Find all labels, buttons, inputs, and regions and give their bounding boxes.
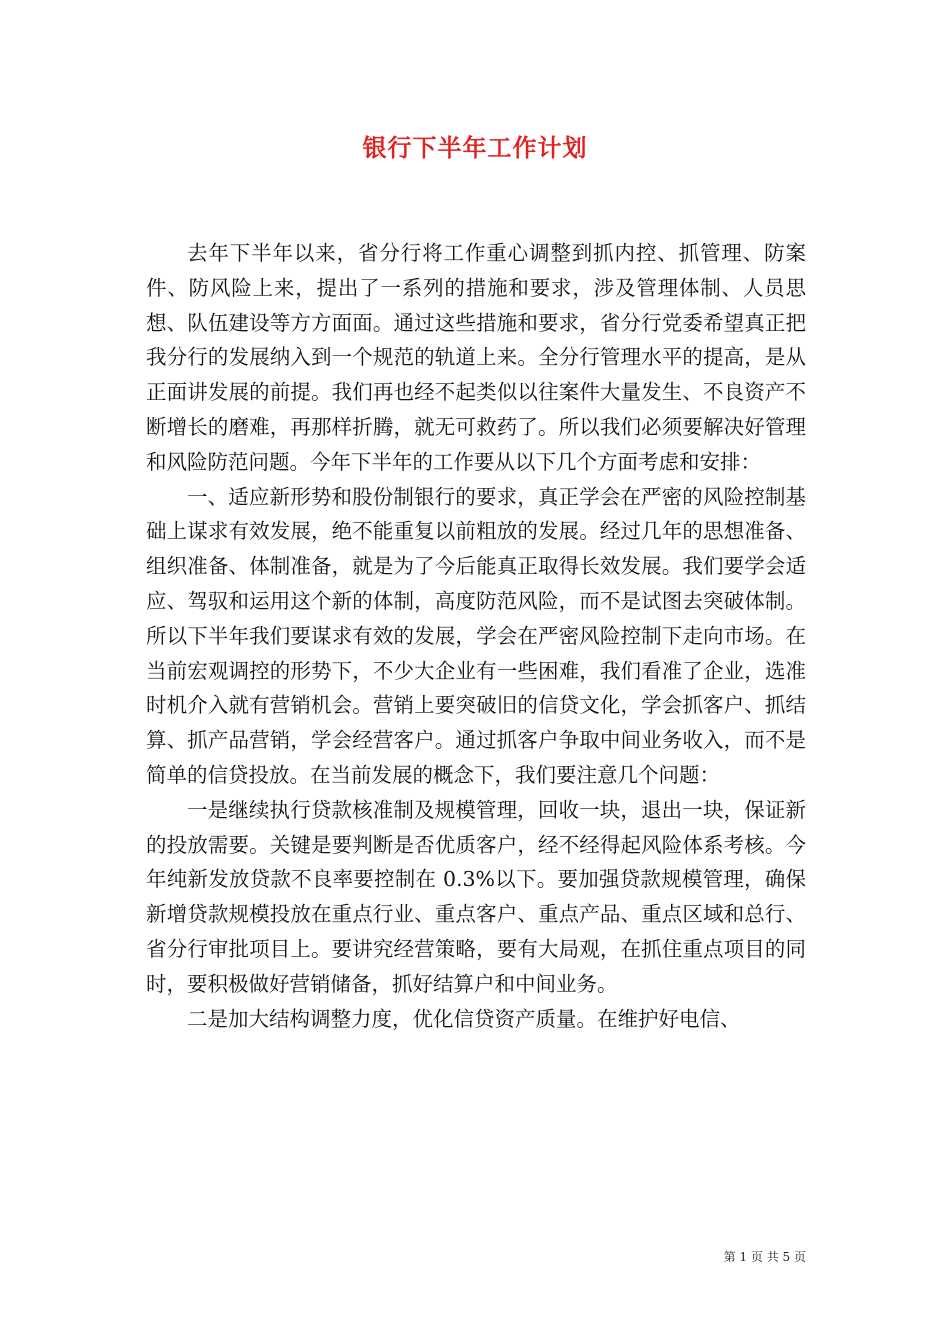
document-body [146,236,806,1036]
document-title: 银行下半年工作计划 [362,133,588,162]
page-number: 第 1 页 共 5 页 [723,1250,806,1264]
paragraph-intro: 去年下半年以来，省分行将工作重心调整到抓内控、抓管理、防案件、防风险上来，提出了一系列的措施和要求，涉及管理体制、人员思想、队伍建设等方方面面。通过这些措施和要求，省分行党委希望真正把我分行的发展纳入到一个规范的轨道上来。全分行管理水平的提高，是从正面讲发展的前提。我们再也经不起类似以往案件大量发生、不良资产不断增长的磨难，再那样折腾，就无可救药了。所以我们必须要解决好管理和风险防范问题。今年下半年的工作要从以下几个方面考虑和安排： [146,241,806,474]
paragraph-section-one: 一、适应新形势和股份制银行的要求，真正学会在严密的风险控制基础上谋求有效发展，绝不能重复以前粗放的发展。经过几年的思想准备、组织准备、体制准备，就是为了今后能真正取得长效发展。我们要学会适应、驾驭和运用这个新的体制，高度防范风险，而不是试图去突破体制。所以下半年我们要谋求有效的发展，学会在严密风险控制下走向市场。在当前宏观调控的形势下，不少大企业有一些困难，我们看准了企业，选准时机介入就有营销机会。营销上要突破旧的信贷文化，学会抓客户、抓结算、抓产品营销，学会经营客户。通过抓客户争取中间业务收入，而不是简单的信贷投放。在当前发展的概念下，我们要注意几个问题： [146,484,806,787]
paragraph-point-two: 二是加大结构调整力度，优化信贷资产质量。在维护好电信、 [187,1006,741,1031]
paragraph-point-one: 一是继续执行贷款核准制及规模管理，回收一块，退出一块，保证新的投放需要。关键是要判断是否优质客户，经不经得起风险体系考核。今年纯新发放贷款不良率要控制在 0.3%以下。要加强贷款规模管理，确保新增贷款规模投放在重点行业、重点客户、重点产品、重点区域和总行、省分行审批项目上。要讲究经营策略，要有大局观，在抓住重点项目的同时，要积极做好营销储备，抓好结算户和中间业务。 [146,797,806,996]
